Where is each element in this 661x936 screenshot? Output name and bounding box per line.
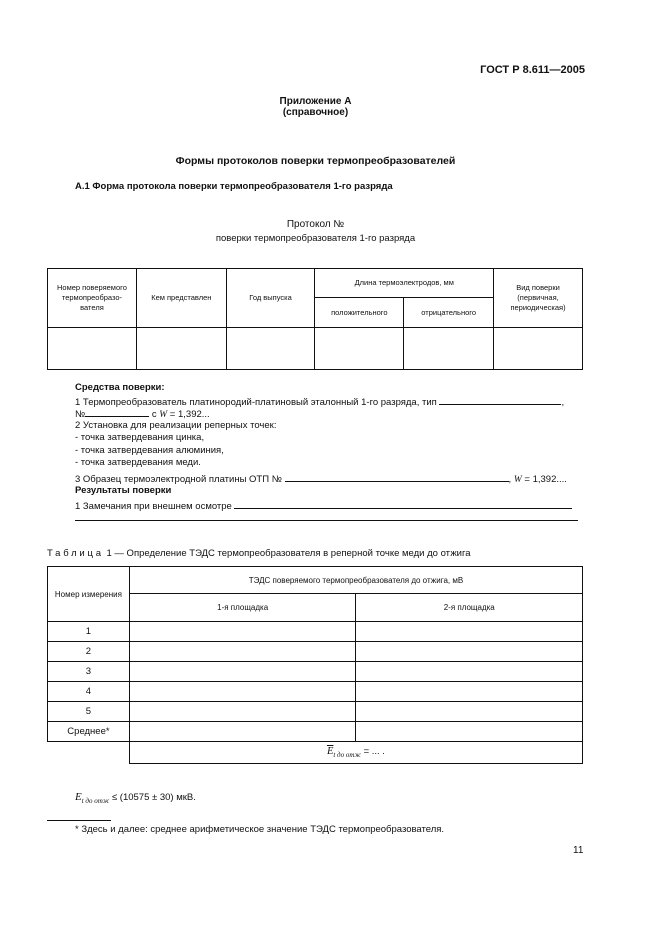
table-cell	[356, 642, 583, 662]
header-positive: положительного	[315, 298, 404, 328]
means-item-2-2: - точка затвердевания алюминия,	[75, 445, 224, 456]
table-cell	[129, 722, 356, 742]
table-cell	[404, 328, 494, 370]
table-cell	[226, 328, 315, 370]
type-blank	[439, 396, 561, 405]
means-item-1-cont: № с W = 1,392...	[75, 409, 210, 420]
header-year: Год выпуска	[226, 269, 315, 328]
table-cell	[129, 682, 356, 702]
protocol-title: Протокол №	[286, 219, 345, 230]
row-label-average: Среднее*	[48, 722, 130, 742]
section-title: Формы протоколов поверки термопреобразователей	[175, 155, 456, 167]
means-item-3: 3 Образец термоэлектродной платины ОТП № , W = 1,392....	[75, 474, 567, 485]
row-label: 2	[48, 642, 130, 662]
header-submitted-by: Кем представлен	[136, 269, 226, 328]
footnote-rule	[47, 820, 111, 821]
remarks-line-2	[75, 520, 578, 521]
number-blank	[85, 408, 149, 417]
means-item-2: 2 Установка для реализации реперных точек:	[75, 420, 277, 431]
row-label: 3	[48, 662, 130, 682]
header-verification-type: Вид поверки (первичная, периодическая)	[494, 269, 583, 328]
header-plateau-1: 1-я площадка	[129, 594, 356, 622]
table-cell	[129, 642, 356, 662]
appendix-subtitle: (справочное)	[282, 107, 349, 118]
table-cell	[315, 328, 404, 370]
means-item-1: 1 Термопреобразователь платинородий-платиновый эталонный 1-го разряда, тип ,	[75, 397, 565, 408]
header-measurement-number: Номер измерения	[48, 567, 130, 622]
table-cell	[129, 662, 356, 682]
header-tems: ТЭДС поверяемого термопреобразователя до отжига, мВ	[129, 567, 582, 594]
row-label: 1	[48, 622, 130, 642]
header-sensor-number: Номер поверяемого термопреобразо-вателя	[48, 269, 137, 328]
results-item-1: 1 Замечания при внешнем осмотре	[75, 500, 572, 513]
acceptance-formula: $E_{t до отж} \le (10575 \pm 30)$ мкВ.	[75, 791, 196, 805]
row-label: 4	[48, 682, 130, 702]
row-label: 5	[48, 702, 130, 722]
protocol-subtitle: поверки термопреобразователя 1-го разряда	[215, 233, 416, 244]
average-summary: $\overline{E}_{t до отж}$ = ... .	[129, 742, 582, 764]
table-cell	[356, 662, 583, 682]
table-cell	[356, 622, 583, 642]
page-number: 11	[573, 845, 584, 856]
means-heading: Средства поверки:	[75, 382, 165, 393]
header-electrode-length: Длина термоэлектродов, мм	[315, 269, 494, 298]
header-plateau-2: 2-я площадка	[356, 594, 583, 622]
remarks-blank	[234, 500, 572, 509]
protocol-table	[47, 268, 583, 370]
table-cell	[129, 702, 356, 722]
table-cell	[48, 328, 137, 370]
table-cell	[129, 622, 356, 642]
table-cell	[136, 328, 226, 370]
table-cell	[494, 328, 583, 370]
footnote: * Здесь и далее: среднее арифметическое значение ТЭДС термопреобразователя.	[75, 824, 445, 835]
otp-number-blank	[285, 473, 509, 482]
standard-number: ГОСТ Р 8.611—2005	[480, 64, 585, 76]
table-cell	[356, 682, 583, 702]
subsection-title: А.1 Форма протокола поверки термопреобразователя 1-го разряда	[75, 181, 393, 192]
means-item-2-3: - точка затвердевания меди.	[75, 457, 201, 468]
table-cell	[48, 742, 130, 764]
appendix-title: Приложение А	[279, 96, 352, 107]
header-negative: отрицательного	[404, 298, 494, 328]
table-caption: Таблица 1 — Определение ТЭДС термопреобразователя в реперной точке меди до отжига	[47, 548, 471, 559]
results-heading: Результаты поверки	[75, 485, 172, 496]
table-cell	[356, 722, 583, 742]
means-item-2-1: - точка затвердевания цинка,	[75, 432, 205, 443]
table-cell	[356, 702, 583, 722]
copper-point-table	[47, 566, 583, 764]
